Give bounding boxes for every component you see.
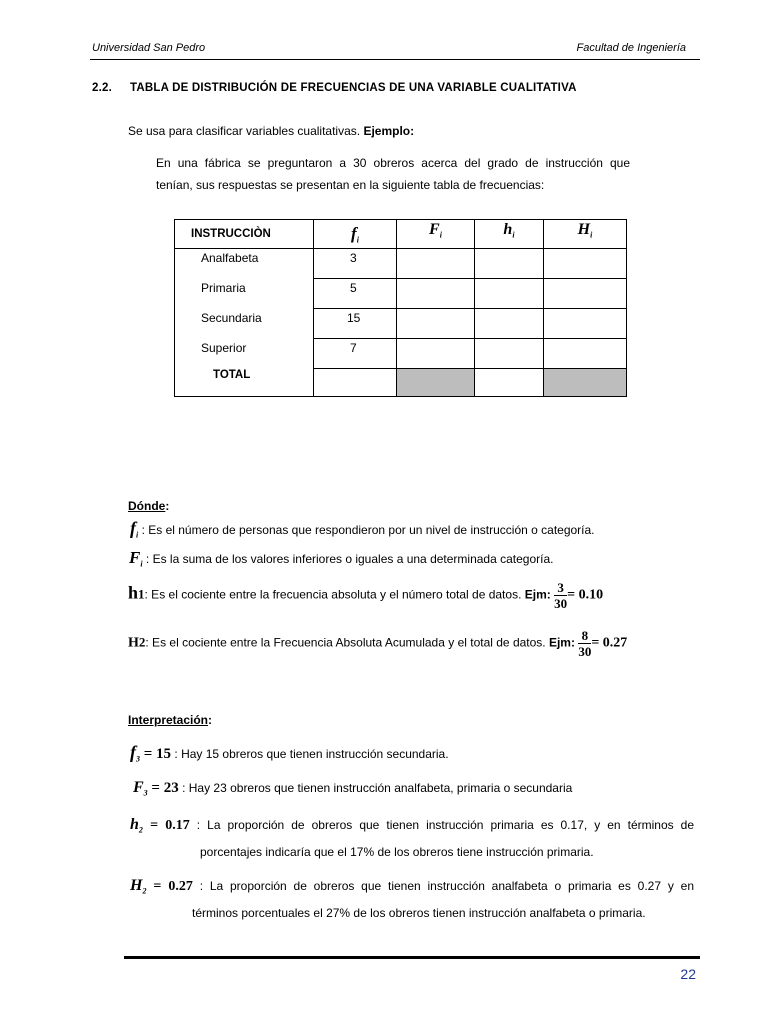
interp-line-3: $h_2 = 0.17$ : La proporción de obreros que tienen instrucción primaria es 0.17, y en términos de	[130, 816, 694, 835]
row-category: Superior	[175, 339, 314, 369]
header-hi: $h_i$	[475, 220, 544, 249]
table-row	[175, 309, 627, 339]
interpretacion-heading: Interpretación:	[128, 713, 213, 727]
header-rule	[90, 59, 700, 60]
fraction-8-30: $\frac{8}{30}$	[578, 628, 592, 659]
header-Hi: $H_i$	[544, 220, 627, 249]
table-row	[175, 249, 627, 279]
row-category: Analfabeta	[175, 249, 314, 279]
interp-line-4: $H_2 = 0.27$ : La proporción de obreros que tienen instrucción analfabeta o primaria es 0.27 y en	[130, 877, 694, 896]
table-total-row	[175, 369, 627, 397]
table-header-row	[175, 220, 627, 249]
intro-paragraph: Se usa para clasificar variables cualitativas. Ejemplo:	[128, 124, 415, 138]
section-title: TABLA DE DISTRIBUCIÓN DE FRECUENCIAS DE UNA VARIABLE CUALITATIVA	[130, 82, 577, 94]
header-Fi: $F_i$	[397, 220, 475, 249]
row-fi: 3	[314, 249, 397, 279]
row-fi: 5	[314, 279, 397, 309]
donde-heading: Dónde:	[128, 499, 170, 513]
header-right: Facultad de Ingeniería	[576, 42, 686, 54]
row-fi: 7	[314, 339, 397, 369]
interp-line-3-cont: porcentajes indicaría que el 17% de los obreros tiene instrucción primaria.	[200, 845, 594, 859]
table-row	[175, 279, 627, 309]
def-Fi: $F_i$ : Es la suma de los valores inferiores o iguales a una determinada categoría.	[129, 548, 554, 569]
table-row	[175, 339, 627, 369]
section-number: 2.2.	[92, 82, 112, 94]
def-H2: H2: Es el cociente entre la Frecuencia Absoluta Acumulada y el total de datos. Ejm: $\frac{8}{30}$ = 0.27	[128, 628, 628, 659]
intro-example-label: Ejemplo:	[363, 124, 415, 138]
header-instruccion: INSTRUCCIÒN	[175, 220, 314, 249]
row-fi: 15	[314, 309, 397, 339]
def-h1: h1: Es el cociente entre la frecuencia absoluta y el número total de datos. Ejm: $\frac{3}{30}$ = 0.10	[128, 580, 604, 611]
interp-line-2: $F_3 = 23$ : Hay 23 obreros que tienen instrucción analfabeta, primaria o secundaria	[133, 779, 573, 798]
example-line-1: En una fábrica se preguntaron a 30 obreros acerca del grado de instrucción que	[156, 156, 630, 170]
header-fi: $f_i$	[314, 220, 397, 249]
example-line-2: tenían, sus respuestas se presentan en la siguiente tabla de frecuencias:	[156, 178, 545, 192]
shaded-cell	[544, 369, 627, 397]
shaded-cell	[397, 369, 475, 397]
row-category: Secundaria	[175, 309, 314, 339]
page-number: 22	[680, 966, 696, 982]
total-label: TOTAL	[175, 369, 314, 397]
def-fi: $f_i$ : Es el número de personas que respondieron por un nivel de instrucción o categoría.	[130, 518, 595, 540]
fraction-3-30: $\frac{3}{30}$	[554, 580, 568, 611]
header-left: Universidad San Pedro	[92, 42, 206, 54]
interp-line-4-cont: términos porcentuales el 27% de los obreros tienen instrucción analfabeta o primaria.	[192, 906, 646, 920]
frequency-table	[174, 219, 627, 397]
row-category: Primaria	[175, 279, 314, 309]
footer-rule	[124, 956, 700, 959]
interp-line-1: $f_3 = 15$ : Hay 15 obreros que tienen instrucción secundaria.	[130, 742, 449, 764]
